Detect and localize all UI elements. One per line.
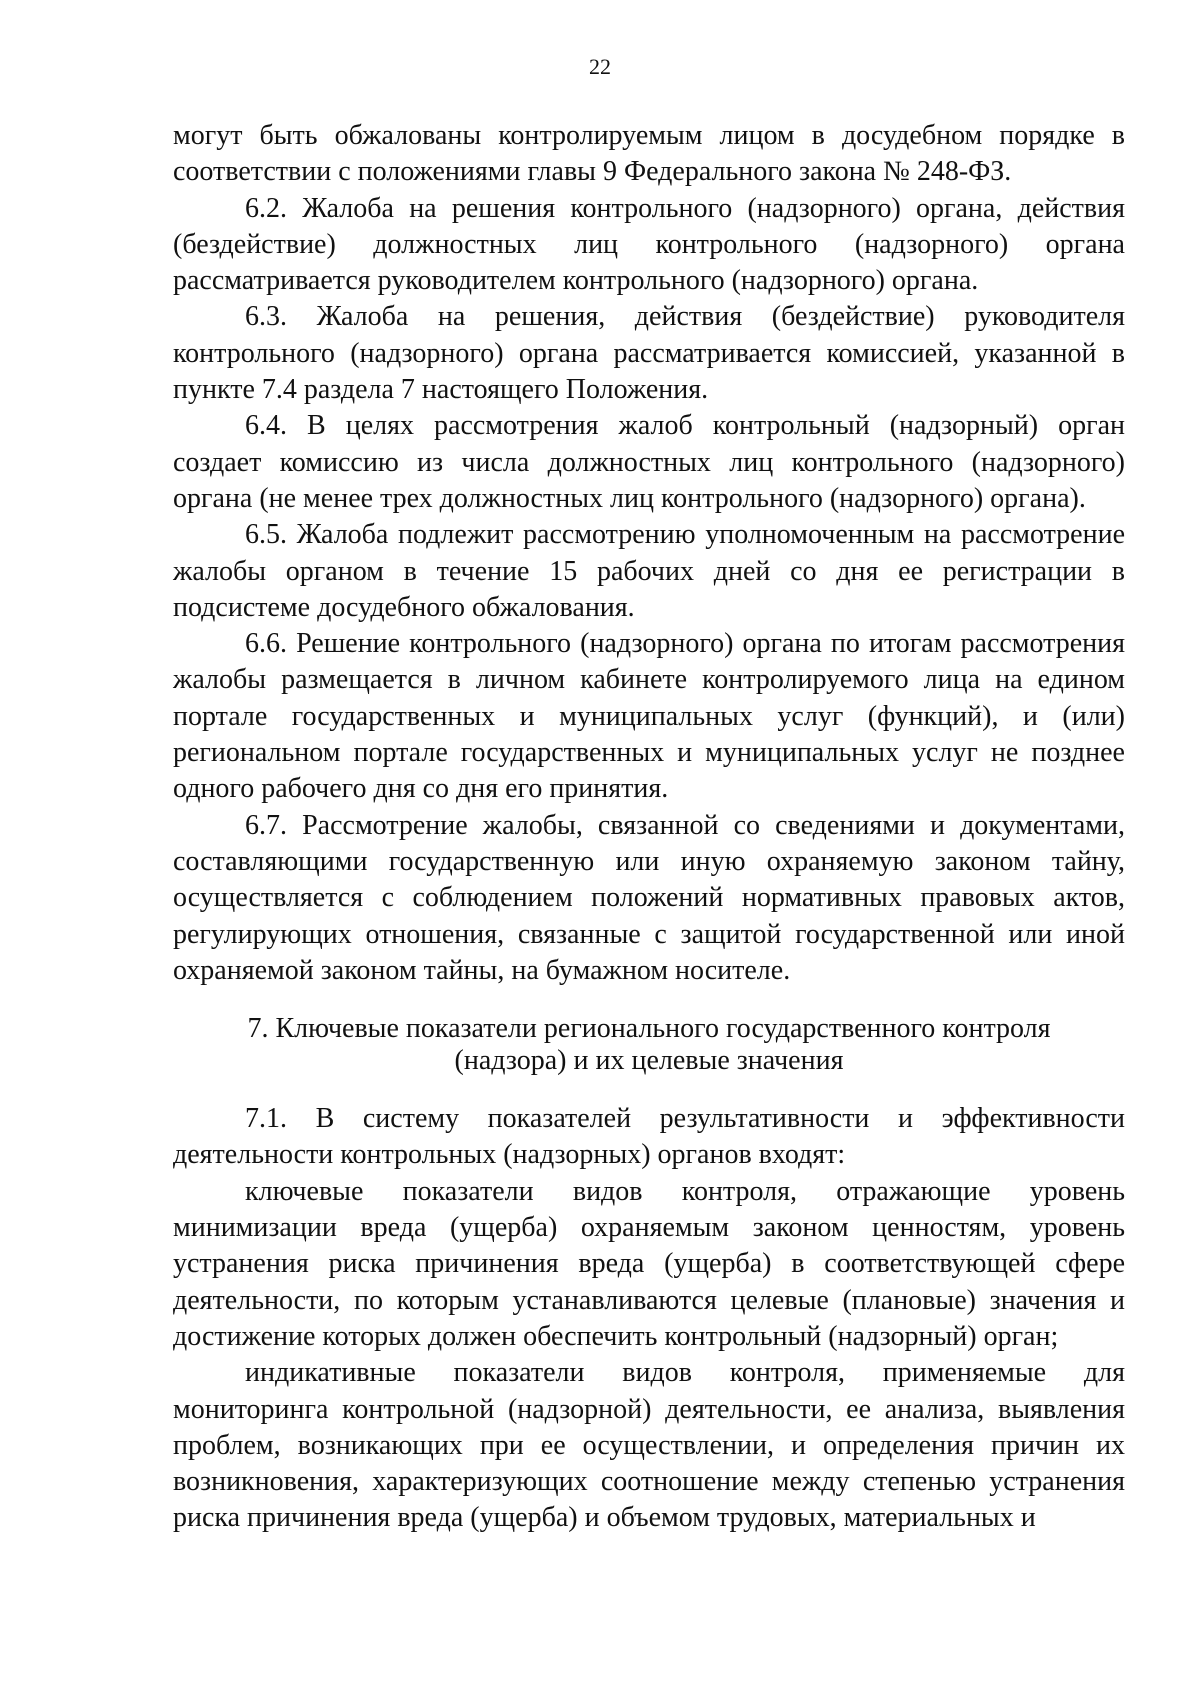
paragraph-key-indicators: ключевые показатели видов контроля, отражающие уровень минимизации вреда (ущерба) охраняемым законом ценностям, уровень устранения риска причинения вреда (ущерба) в соответствующей сфере деятельности, по которым устанавливаются целевые (плановые) значения и достижение которых должен обеспечить контрольный (надзорный) орган; bbox=[173, 1175, 1125, 1352]
section-7-heading-line-2: (надзора) и их целевые значения bbox=[454, 1045, 844, 1077]
paragraph-6-6: 6.6. Решение контрольного (надзорного) органа по итогам рассмотрения жалобы размещается в личном кабинете контролируемого лица на едином портале государственных и муниципальных услуг (функций), и (или) региональном портале государственных и муниципальных услуг не позднее одного рабочего дня со дня его принятия. bbox=[173, 628, 1125, 805]
paragraph-6-4: 6.4. В целях рассмотрения жалоб контрольный (надзорный) орган создает комиссию из числа должностных лиц контрольного (надзорного) органа (не менее трех должностных лиц контрольного (надзорного) органа). bbox=[173, 410, 1125, 514]
paragraph-continuation: могут быть обжалованы контролируемым лицом в досудебном порядке в соответствии с положениями главы 9 Федерального закона № 248-ФЗ. bbox=[173, 120, 1125, 188]
document-body bbox=[173, 118, 1125, 1537]
paragraph-6-5: 6.5. Жалоба подлежит рассмотрению уполномоченным на рассмотрение жалобы органом в течение 15 рабочих дней со дня ее регистрации в подсистеме досудебного обжалования. bbox=[173, 519, 1125, 623]
paragraph-indicative-indicators: индикативные показатели видов контроля, применяемые для мониторинга контрольной (надзорной) деятельности, ее анализа, выявления проблем, возникающих при ее осуществлении, и определения причин их возникновения, характеризующих соотношение между степенью устранения риска причинения вреда (ущерба) и объемом трудовых, материальных и bbox=[173, 1357, 1125, 1534]
paragraph-7-1: 7.1. В систему показателей результативности и эффективности деятельности контрольных (надзорных) органов входят: bbox=[173, 1103, 1125, 1171]
paragraph-6-7: 6.7. Рассмотрение жалобы, связанной со сведениями и документами, составляющими государственную или иную охраняемую законом тайну, осуществляется с соблюдением положений нормативных правовых актов, регулирующих отношения, связанные с защитой государственной или иной охраняемой законом тайны, на бумажном носителе. bbox=[173, 809, 1125, 986]
paragraph-6-2: 6.2. Жалоба на решения контрольного (надзорного) органа, действия (бездействие) должностных лиц контрольного (надзорного) органа рассматривается руководителем контрольного (надзорного) органа. bbox=[173, 192, 1125, 297]
section-7-heading-line-1: 7. Ключевые показатели регионального государственного контроля bbox=[247, 1013, 1051, 1045]
section-7-heading bbox=[173, 1013, 1125, 1077]
page-number: 22 bbox=[589, 54, 611, 79]
paragraph-6-3: 6.3. Жалоба на решения, действия (бездействие) руководителя контрольного (надзорного) органа рассматривается комиссией, указанной в пункте 7.4 раздела 7 настоящего Положения. bbox=[173, 301, 1125, 406]
